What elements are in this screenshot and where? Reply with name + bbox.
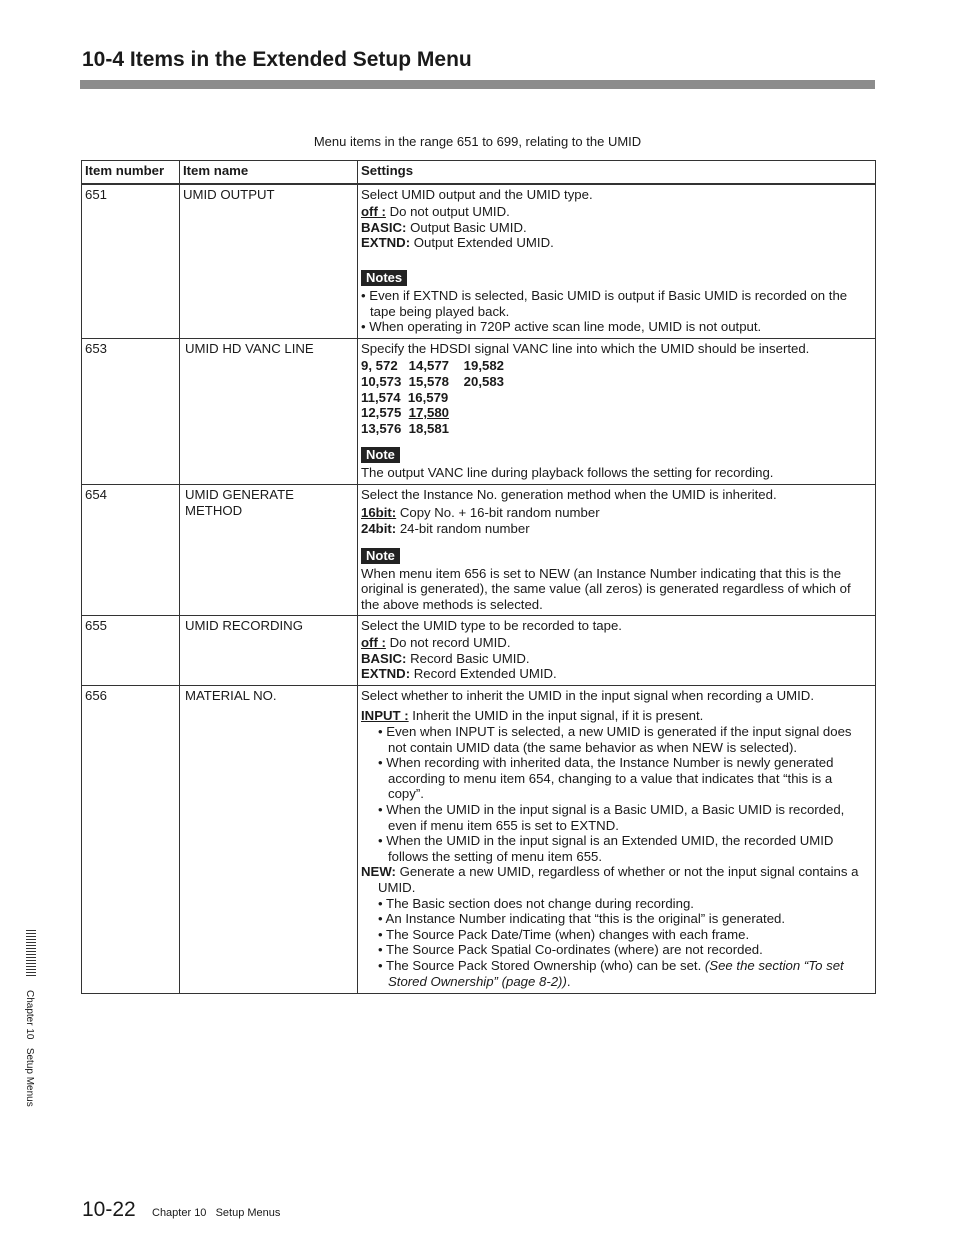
table-row bbox=[82, 484, 876, 616]
table-row bbox=[82, 616, 876, 685]
note-bullet: • When operating in 720P active scan line mode, UMID is not output. bbox=[361, 319, 762, 335]
item-number: 651 bbox=[82, 184, 180, 339]
option-desc: Copy No. + 16-bit random number bbox=[396, 504, 600, 520]
item-number: 656 bbox=[82, 685, 180, 993]
bullet-text: • The Source Pack Stored Ownership (who) can be set. bbox=[378, 957, 705, 973]
option bbox=[361, 204, 871, 220]
item-number: 653 bbox=[82, 338, 180, 484]
option-bullet: • The Source Pack Spatial Co-ordinates (where) are not recorded. bbox=[378, 942, 763, 958]
bullet-end: . bbox=[566, 973, 571, 989]
option-desc: Generate a new UMID, regardless of whether or not the input signal contains a UMID. bbox=[378, 864, 859, 895]
option bbox=[361, 220, 871, 236]
header-settings: Settings bbox=[358, 161, 876, 184]
option-key: BASIC: bbox=[361, 650, 407, 666]
option-bullet: • The Basic section does not change during recording. bbox=[378, 895, 694, 911]
note-text: When menu item 656 is set to NEW (an Instance Number indicating that this is the original is generated), the same value (all zeros) is generated regardless of which of the above methods is selected. bbox=[361, 565, 851, 612]
table-row bbox=[82, 184, 876, 339]
item-name: MATERIAL NO. bbox=[180, 685, 358, 993]
settings-intro: Select the Instance No. generation method when the UMID is inherited. bbox=[361, 486, 777, 502]
vanc-line-values: 10,573 15,578 20,583 bbox=[361, 373, 504, 389]
cross-reference: (See the section “To set Stored Ownership” (page 8-2)) bbox=[388, 957, 844, 989]
option-bullet: • When the UMID in the input signal is a Basic UMID, a Basic UMID is recorded, even if menu item 655 is set to EXTND. bbox=[378, 802, 845, 833]
vanc-line-values: 11,574 16,579 bbox=[361, 389, 449, 405]
default-vanc-line: 17,580 bbox=[408, 405, 450, 421]
option-desc: Do not output UMID. bbox=[385, 204, 510, 220]
option-key: INPUT : bbox=[361, 708, 409, 724]
item-settings bbox=[358, 616, 876, 685]
vanc-line-value: 12,575 bbox=[361, 405, 409, 421]
footer-chapter: Chapter 10 Setup Menus bbox=[152, 1207, 281, 1219]
item-name: UMID RECORDING bbox=[180, 616, 358, 685]
option-key: off : bbox=[361, 204, 386, 220]
option-key: NEW: bbox=[361, 864, 396, 880]
item-settings bbox=[358, 685, 876, 993]
chapter-tab-marker bbox=[26, 930, 36, 977]
option-bullet: • When the UMID in the input signal is an Extended UMID, the recorded UMID follows the setting of menu item 655. bbox=[378, 833, 834, 864]
menu-items-table bbox=[81, 160, 876, 994]
settings-intro: Select the UMID type to be recorded to tape. bbox=[361, 618, 622, 634]
item-name: UMID HD VANC LINE bbox=[180, 338, 358, 484]
option-desc: Do not record UMID. bbox=[385, 635, 511, 651]
option-desc: Output Basic UMID. bbox=[406, 219, 527, 235]
item-number: 655 bbox=[82, 616, 180, 685]
option-desc: Record Extended UMID. bbox=[410, 666, 557, 682]
option-key: EXTND: bbox=[361, 235, 411, 251]
item-settings bbox=[358, 484, 876, 616]
settings-intro: Specify the HDSDI signal VANC line into which the UMID should be inserted. bbox=[361, 340, 810, 356]
note-bullet: • Even if EXTND is selected, Basic UMID is output if Basic UMID is recorded on the tape being played back. bbox=[361, 287, 848, 319]
option bbox=[361, 666, 871, 682]
option-key: BASIC: bbox=[361, 219, 407, 235]
option-bullet: • Even when INPUT is selected, a new UMID is generated if the input signal does not contain UMID data (the same behavior as when NEW is selected). bbox=[378, 724, 852, 755]
note-label: Note bbox=[361, 548, 400, 564]
item-name: UMID OUTPUT bbox=[180, 184, 358, 339]
page-number: 10-22 bbox=[82, 1198, 136, 1221]
table-row bbox=[82, 685, 876, 993]
settings-intro: Select UMID output and the UMID type. bbox=[361, 186, 593, 202]
note-label: Note bbox=[361, 447, 400, 463]
table-header-row bbox=[82, 161, 876, 184]
item-settings bbox=[358, 338, 876, 484]
option-key: 16bit: bbox=[361, 504, 397, 520]
option-key: 24bit: bbox=[361, 521, 397, 537]
option bbox=[361, 651, 871, 667]
option-key: EXTND: bbox=[361, 666, 411, 682]
notes-label: Notes bbox=[361, 270, 407, 286]
option bbox=[361, 864, 871, 895]
vanc-line-values bbox=[361, 405, 871, 421]
settings-intro: Select whether to inherit the UMID in the input signal when recording a UMID. bbox=[361, 687, 814, 703]
option-desc: 24-bit random number bbox=[396, 521, 530, 537]
item-settings bbox=[358, 184, 876, 339]
option-bullet: • The Source Pack Date/Time (when) changes with each frame. bbox=[378, 926, 750, 942]
note-text: The output VANC line during playback follows the setting for recording. bbox=[361, 465, 774, 481]
heading-rule bbox=[80, 80, 875, 89]
vanc-line-values: 9, 572 14,577 19,582 bbox=[361, 358, 504, 374]
option-bullet bbox=[361, 958, 871, 989]
option bbox=[361, 505, 871, 521]
option-bullet: • An Instance Number indicating that “this is the original” is generated. bbox=[378, 911, 786, 927]
table-caption: Menu items in the range 651 to 699, relating to the UMID bbox=[313, 134, 642, 149]
option bbox=[361, 708, 871, 724]
option-key: off : bbox=[361, 635, 386, 651]
header-item-name: Item name bbox=[180, 161, 358, 184]
item-name: UMID GENERATE METHOD bbox=[180, 484, 358, 616]
header-item-number: Item number bbox=[82, 161, 180, 184]
option-desc: Record Basic UMID. bbox=[406, 650, 530, 666]
option bbox=[361, 521, 871, 537]
option bbox=[361, 235, 871, 251]
item-number: 654 bbox=[82, 484, 180, 616]
vanc-line-values: 13,576 18,581 bbox=[361, 420, 449, 436]
side-chapter-label: Chapter 10 Setup Menus bbox=[24, 990, 35, 1107]
option bbox=[361, 635, 871, 651]
table-row bbox=[82, 338, 876, 484]
page-heading: 10-4 Items in the Extended Setup Menu bbox=[82, 48, 472, 71]
option-bullet: • When recording with inherited data, the Instance Number is newly generated according to menu item 654, changing to a value that indicates that “this is a copy”. bbox=[378, 755, 834, 802]
option-desc: Inherit the UMID in the input signal, if it is present. bbox=[408, 708, 704, 724]
option-desc: Output Extended UMID. bbox=[410, 235, 554, 251]
